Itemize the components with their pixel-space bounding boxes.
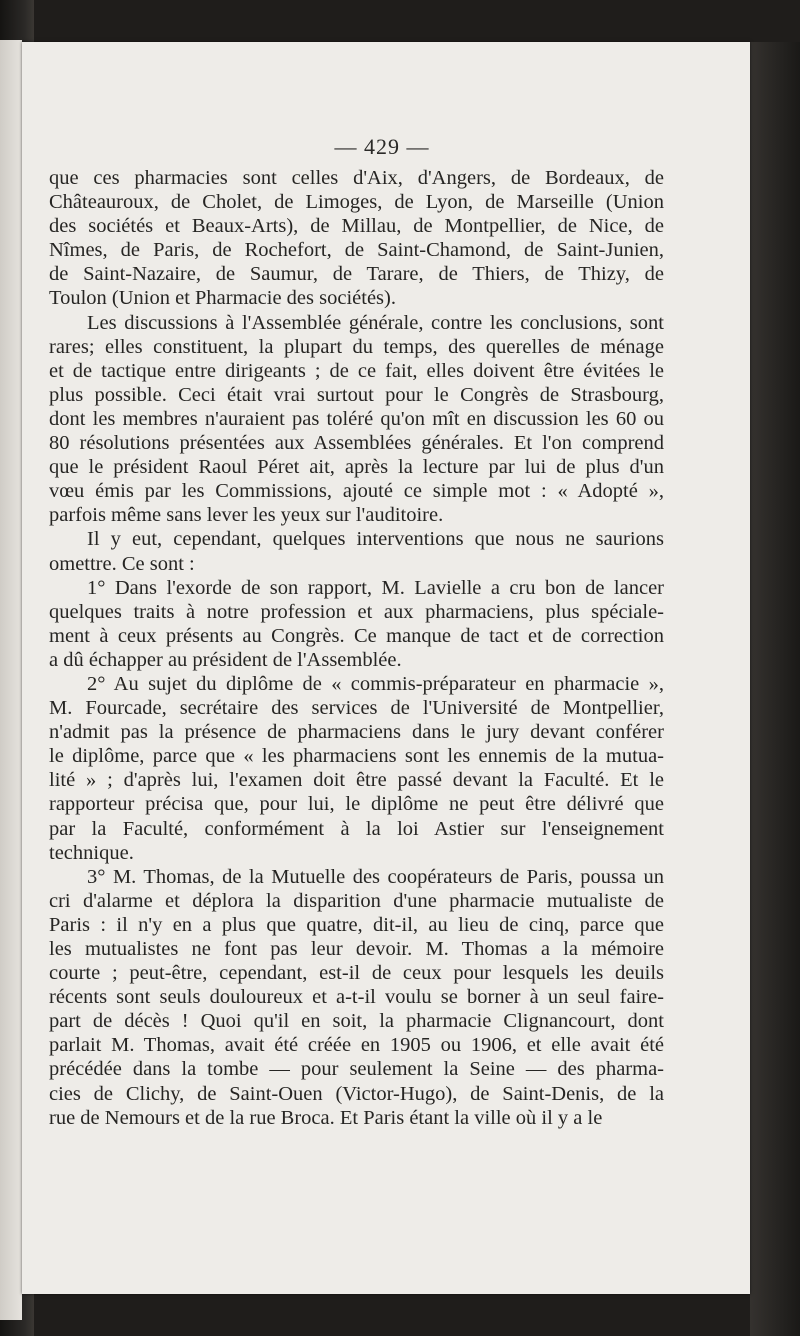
paragraph-p5 (49, 672, 664, 865)
text-line: 3° M. Thomas, de la Mutuelle des coopérateurs de Paris, poussa un (87, 865, 664, 888)
text-line: Nîmes, de Paris, de Rochefort, de Saint-Chamond, de Saint-Junien, (49, 239, 664, 262)
text-line: et de tactique entre dirigeants ; de ce fait, elles doivent être évitées le (49, 359, 664, 382)
page-number: — 429 — (334, 134, 430, 159)
paragraph-p1 (49, 166, 664, 311)
text-line: a dû échapper au président de l'Assemblée. (49, 648, 402, 671)
text-line: Paris : il n'y en a plus que quatre, dit-il, au lieu de cinq, parce que (49, 913, 664, 936)
text-line: des sociétés et Beaux-Arts), de Millau, de Montpellier, de Nice, de (49, 215, 664, 238)
text-line: plus possible. Ceci était vrai surtout pour le Congrès de Strasbourg, (49, 383, 664, 406)
text-line: parlait M. Thomas, avait été créée en 1905 ou 1906, et elle avait été (49, 1034, 664, 1057)
text-line: de Saint-Nazaire, de Saumur, de Tarare, de Thiers, de Thizy, de (49, 263, 664, 286)
text-line: que ces pharmacies sont celles d'Aix, d'Angers, de Bordeaux, de (49, 167, 664, 189)
text-line: rapporteur précisa que, pour lui, le diplôme ne peut être délivré que (49, 793, 664, 816)
text-line: cri d'alarme et déplora la disparition d'une pharmacie mutualiste de (49, 889, 664, 912)
page-text-body (49, 166, 664, 1130)
text-line: récents sont seuls douloureux et a-t-il voulu se borner à un seul faire- (49, 986, 664, 1009)
text-line: quelques traits à notre profession et aux pharmaciens, plus spéciale- (49, 600, 664, 623)
text-line: courte ; peut-être, cependant, est-il de ceux pour lesquels les deuils (49, 962, 664, 985)
text-line: cies de Clichy, de Saint-Ouen (Victor-Hugo), de Saint-Denis, de la (49, 1082, 664, 1105)
paragraph-p4 (49, 576, 664, 672)
paragraph-p6 (49, 865, 664, 1130)
text-line: ment à ceux présents au Congrès. Ce manque de tact et de correction (49, 624, 664, 647)
text-line: vœu émis par les Commissions, ajouté ce simple mot : « Adopté », (49, 480, 664, 503)
text-line: dont les membres n'auraient pas toléré qu'on mît en discussion les 60 ou (49, 407, 664, 430)
text-line: rares; elles constituent, la plupart du temps, des querelles de ménage (49, 335, 664, 358)
text-line: n'admit pas la présence de pharmaciens dans le jury devant conférer (49, 721, 664, 744)
text-line: Toulon (Union et Pharmacie des sociétés). (49, 287, 396, 310)
text-line: 2° Au sujet du diplôme de « commis-préparateur en pharmacie », (87, 672, 664, 695)
text-line: les mutualistes ne font pas leur devoir. M. Thomas a la mémoire (49, 938, 664, 960)
text-line: Il y eut, cependant, quelques interventions que nous ne saurions (87, 528, 664, 551)
text-line: 80 résolutions présentées aux Assemblées générales. Et l'on comprend (49, 432, 664, 455)
paragraph-p3 (49, 527, 664, 575)
paragraph-p2 (49, 311, 664, 528)
text-line: part de décès ! Quoi qu'il en soit, la pharmacie Clignancourt, dont (49, 1010, 664, 1033)
text-line: technique. (49, 841, 134, 864)
text-line: Les discussions à l'Assemblée générale, contre les conclusions, sont (87, 311, 664, 334)
text-line: que le président Raoul Péret ait, après la lecture par lui de plus d'un (49, 456, 664, 479)
text-line: lité » ; d'après lui, l'examen doit être passé devant la Faculté. Et le (49, 769, 664, 792)
previous-page-edge (0, 40, 22, 1320)
text-line: rue de Nemours et de la rue Broca. Et Paris étant la ville où il y a le (49, 1106, 603, 1129)
text-line: M. Fourcade, secrétaire des services de l'Université de Montpellier, (49, 697, 664, 720)
text-line: 1° Dans l'exorde de son rapport, M. Lavielle a cru bon de lancer (87, 576, 664, 599)
scan-right-margin (750, 42, 800, 1336)
document-page (22, 42, 750, 1294)
text-line: parfois même sans lever les yeux sur l'auditoire. (49, 504, 444, 527)
text-line: Châteauroux, de Cholet, de Limoges, de Lyon, de Marseille (Union (49, 191, 664, 214)
text-line: omettre. Ce sont : (49, 552, 195, 575)
text-line: par la Faculté, conformément à la loi Astier sur l'enseignement (49, 817, 664, 840)
text-line: le diplôme, parce que « les pharmaciens sont les ennemis de la mutua- (49, 745, 664, 768)
text-line: précédée dans la tombe — pour seulement la Seine — des pharma- (49, 1058, 664, 1081)
